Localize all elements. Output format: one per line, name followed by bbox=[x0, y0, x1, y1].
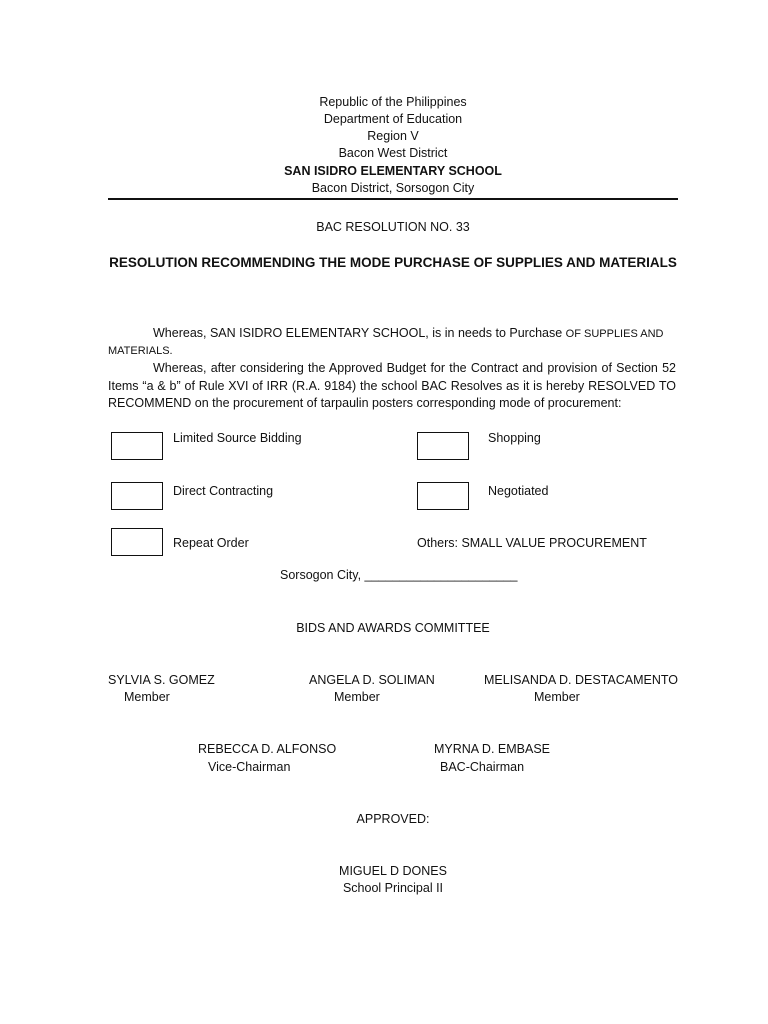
member-role-3: Member bbox=[534, 690, 580, 704]
member-name-2: ANGELA D. SOLIMAN bbox=[309, 673, 435, 687]
checkbox-negotiated[interactable] bbox=[417, 482, 469, 510]
whereas-1-text: Whereas, SAN ISIDRO ELEMENTARY SCHOOL, is in needs to Purchase bbox=[153, 326, 566, 340]
checkbox-repeat-order[interactable] bbox=[111, 528, 163, 556]
checkbox-limited-source-bidding[interactable] bbox=[111, 432, 163, 460]
member-name-1: SYLVIA S. GOMEZ bbox=[108, 673, 215, 687]
vice-chairman-role: Vice-Chairman bbox=[208, 760, 291, 774]
committee-title: BIDS AND AWARDS COMMITTEE bbox=[296, 621, 490, 635]
checkbox-direct-contracting[interactable] bbox=[111, 482, 163, 510]
whereas-1-items-continued: MATERIALS. bbox=[108, 345, 173, 357]
resolution-title: RESOLUTION RECOMMENDING THE MODE PURCHASE OF SUPPLIES AND MATERIALS bbox=[109, 255, 677, 270]
header-line-republic: Republic of the Philippines bbox=[319, 95, 467, 109]
place-date-line: Sorsogon City, ______________________ bbox=[280, 568, 518, 582]
header-school-name: SAN ISIDRO ELEMENTARY SCHOOL bbox=[284, 164, 502, 178]
approved-label: APPROVED: bbox=[356, 812, 430, 826]
resolution-number: BAC RESOLUTION NO. 33 bbox=[316, 220, 470, 234]
chairman-role: BAC-Chairman bbox=[440, 760, 525, 774]
option-label-negotiated: Negotiated bbox=[488, 484, 549, 498]
vice-chairman-name: REBECCA D. ALFONSO bbox=[198, 742, 337, 756]
checkbox-shopping[interactable] bbox=[417, 432, 469, 460]
header-line-department: Department of Education bbox=[323, 112, 463, 126]
option-label-repeat-order: Repeat Order bbox=[173, 536, 249, 550]
principal-name: MIGUEL D DONES bbox=[339, 864, 447, 878]
header-divider bbox=[108, 198, 678, 200]
header-address: Bacon District, Sorsogon City bbox=[311, 181, 475, 195]
whereas-1-items: OF SUPPLIES AND bbox=[565, 328, 664, 340]
option-label-others: Others: SMALL VALUE PROCUREMENT bbox=[417, 536, 647, 550]
whereas-paragraph-1 bbox=[108, 325, 676, 344]
option-label-limited-source-bidding: Limited Source Bidding bbox=[173, 431, 302, 445]
option-label-shopping: Shopping bbox=[488, 431, 541, 445]
member-name-3: MELISANDA D. DESTACAMENTO bbox=[484, 673, 679, 687]
whereas-paragraph-2: Whereas, after considering the Approved Budget for the Contract and provision of Section 52 Items “a & b” of Rule XVI of IRR (R.A. 9184) the school BAC Resolves as it is hereby RESOLVED TO RECOMMEND on the procurement of tarpaulin posters corresponding mode of procurement: bbox=[108, 361, 676, 410]
header-line-region: Region V bbox=[367, 129, 419, 143]
principal-role: School Principal II bbox=[342, 881, 444, 895]
chairman-name: MYRNA D. EMBASE bbox=[434, 742, 550, 756]
header-line-district: Bacon West District bbox=[338, 146, 448, 160]
option-label-direct-contracting: Direct Contracting bbox=[173, 484, 274, 498]
member-role-1: Member bbox=[124, 690, 170, 704]
member-role-2: Member bbox=[334, 690, 380, 704]
